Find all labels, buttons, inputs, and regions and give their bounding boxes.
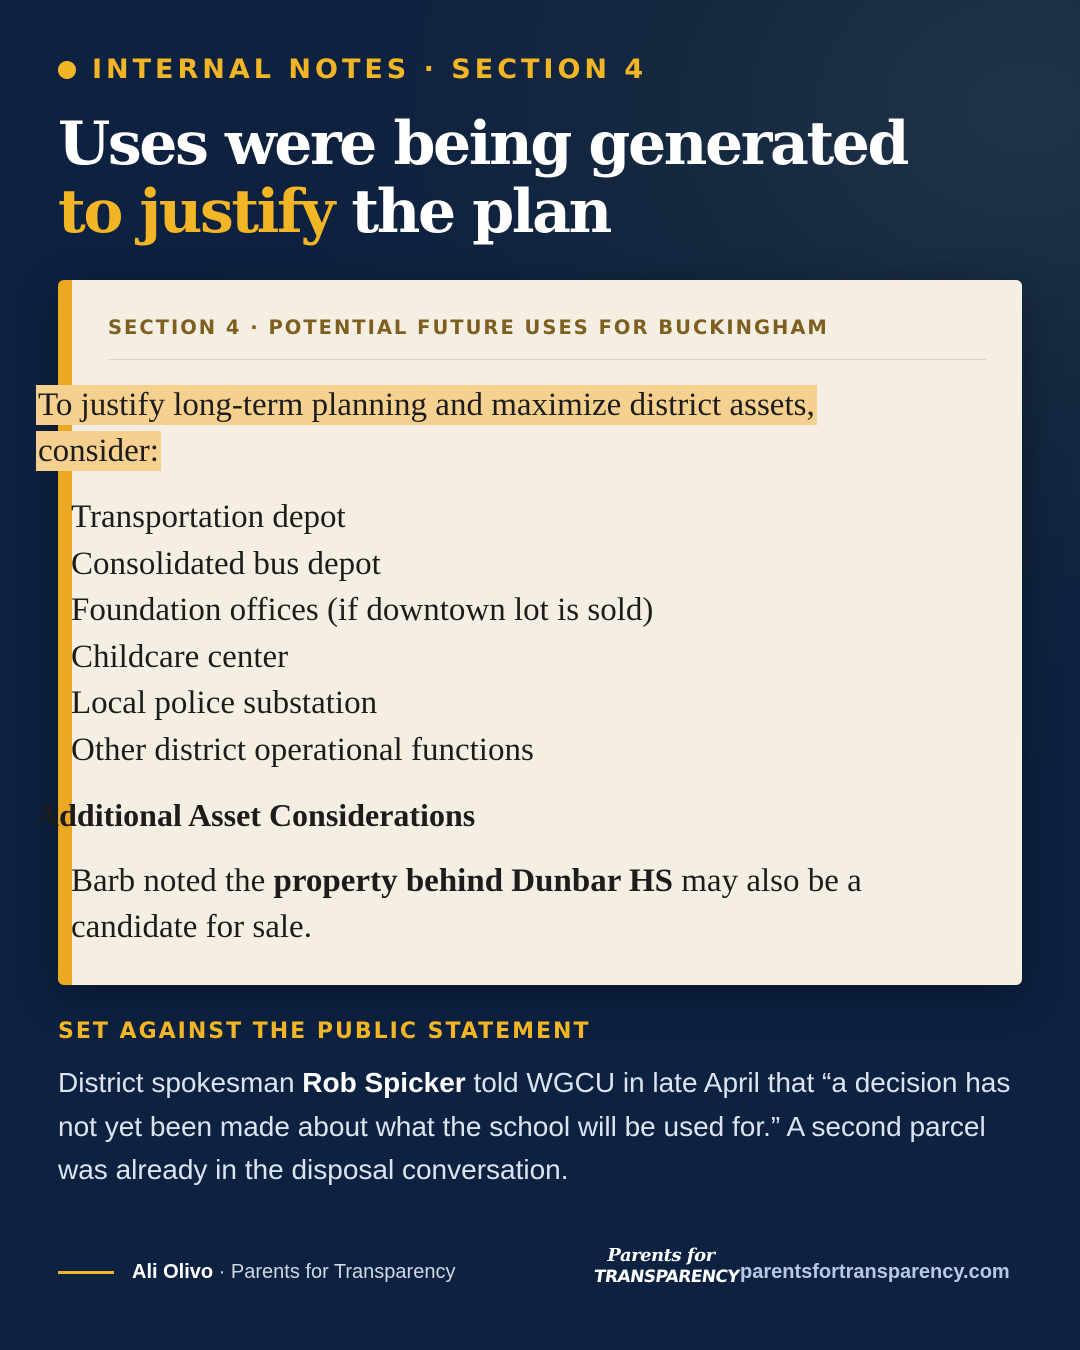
list-item: Transportation depot	[71, 499, 346, 535]
footer-url-link[interactable]: parentsfortransparency.com	[740, 1261, 1010, 1283]
list-item: Consolidated bus depot	[71, 545, 381, 582]
intro-text	[36, 382, 916, 474]
list-item: Local police substation	[71, 685, 378, 721]
note-bold: property behind Dunbar HS	[273, 863, 674, 899]
public-statement-label: SET AGAINST THE PUBLIC STATEMENT	[58, 1019, 591, 1044]
uses-list	[71, 494, 653, 773]
logo-line2: TRANSPARENCY	[592, 1267, 741, 1287]
statement-before: District spokesman	[58, 1067, 303, 1098]
statement-bold: Rob Spicker	[302, 1067, 466, 1098]
kicker	[58, 54, 647, 85]
statement-after: told WGCU in late April that “a decision has not yet been made about what the school will be used for.” A second parcel was already in the disposal conversation.	[58, 1067, 1011, 1185]
additional-considerations-heading: Additional Asset Considerations	[36, 797, 476, 833]
author-separator: ·	[213, 1261, 231, 1283]
headline-line1: Uses were being generated	[58, 109, 908, 179]
footer-divider	[58, 1271, 114, 1274]
public-statement-text	[58, 1061, 1033, 1192]
headline-rest: the plan	[332, 177, 610, 247]
parents-for-transparency-logo	[592, 1245, 741, 1300]
kicker-text: INTERNAL NOTES · SECTION 4	[92, 54, 648, 85]
author-name: Ali Olivo	[132, 1261, 214, 1283]
intro-highlight: To justify long-term planning and maximize district assets, consider:	[38, 387, 815, 469]
headline	[58, 110, 1038, 246]
logo-line1: Parents for	[607, 1245, 715, 1266]
list-item: Other district operational functions	[71, 731, 534, 768]
bullet-dot-icon	[58, 61, 76, 79]
dunbar-note	[71, 858, 931, 950]
headline-highlight: to justify	[58, 177, 333, 247]
author-org: Parents for Transparency	[230, 1261, 456, 1283]
list-item: Foundation offices (if downtown lot is sold)	[71, 592, 654, 628]
footer-author	[132, 1261, 455, 1284]
list-item: Childcare center	[71, 638, 289, 675]
note-before: Barb noted the	[71, 863, 274, 899]
card-title: SECTION 4 · POTENTIAL FUTURE USES FOR BUCKINGHAM	[108, 316, 986, 360]
note-after: may also be a candidate for sale.	[71, 863, 862, 945]
